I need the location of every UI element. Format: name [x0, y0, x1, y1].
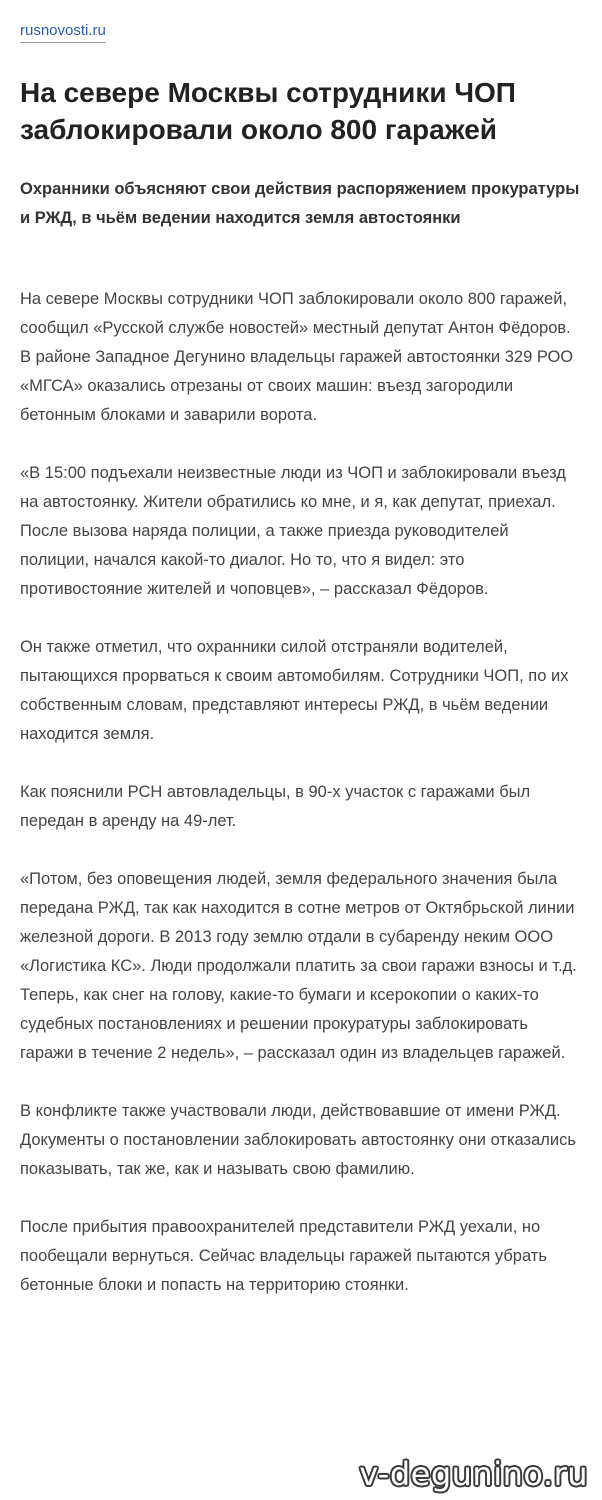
article-body: [20, 285, 580, 1329]
article-paragraph: После прибытия правоохранителей представители РЖД уехали, но пообещали вернуться. Сейчас владельцы гаражей пытаются убрать бетонные блоки и попасть на территорию стоянки.: [20, 1218, 547, 1294]
article-paragraph: Как пояснили РСН автовладельцы, в 90-х участок с гаражами был передан в аренду на 49-лет.: [20, 783, 531, 830]
article-lead: Охранники объясняют свои действия распоряжением прокуратуры и РЖД, в чьём ведении находится земля автостоянки: [20, 180, 580, 227]
site-watermark: v-degunino.ru: [359, 1455, 588, 1493]
article-headline: На севере Москвы сотрудники ЧОП заблокировали около 800 гаражей: [20, 77, 516, 145]
article-paragraph: «В 15:00 подъехали неизвестные люди из ЧОП и заблокировали въезд на автостоянку. Жители обратились ко мне, и я, как депутат, приехал. После вызова наряда полиции, а также приезда руководителей полиции, начался какой-то диалог. Но то, что я видел: это противостояние жителей и чоповцев», – рассказал Фёдоров.: [20, 464, 566, 598]
article-paragraph: В конфликте также участвовали люди, действовавшие от имени РЖД. Документы о постановлении заблокировать автостоянку они отказались показывать, так же, как и называть свою фамилию.: [20, 1102, 576, 1178]
article-paragraph: «Потом, без оповещения людей, земля федерального значения была передана РЖД, так как находится в сотне метров от Октябрьской линии железной дороги. В 2013 году землю отдали в субаренду неким ООО «Логистика КС». Люди продолжали платить за свои гаражи взносы и т.д. Теперь, как снег на голову, какие-то бумаги и ксерокопии о каких-то судебных постановлениях и решении прокуратуры заблокировать гаражи в течение 2 недель», – рассказал один из владельцев гаражей.: [20, 870, 577, 1062]
article-paragraph: Он также отметил, что охранники силой отстраняли водителей, пытающихся прорваться к своим автомобилям. Сотрудники ЧОП, по их собственным словам, представляют интересы РЖД, в чьём ведении находится земля.: [20, 638, 569, 743]
source-link[interactable]: rusnovosti.ru: [20, 22, 106, 43]
article-paragraph: На севере Москвы сотрудники ЧОП заблокировали около 800 гаражей, сообщил «Русской службе новостей» местный депутат Антон Фёдоров. В районе Западное Дегунино владельцы гаражей автостоянки 329 РОО «МГСА» оказались отрезаны от своих машин: въезд загородили бетонным блоками и заварили ворота.: [20, 290, 574, 424]
